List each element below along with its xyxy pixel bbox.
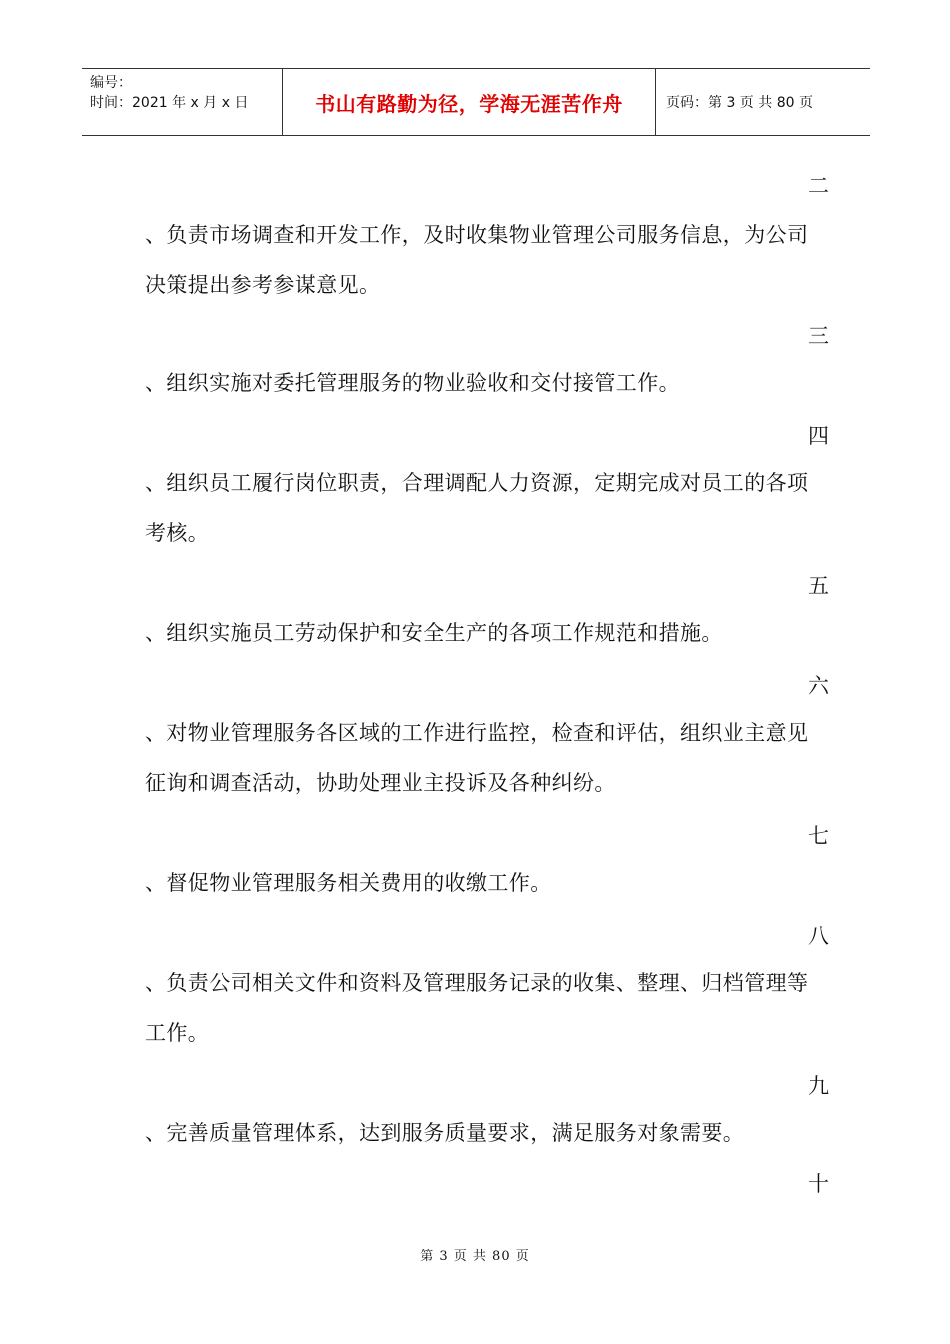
item-text: 、督促物业管理服务相关费用的收缴工作。	[145, 871, 552, 895]
document-number-label: 编号：	[90, 75, 132, 91]
item-number: 六	[808, 674, 829, 698]
item-number: 十	[808, 1172, 829, 1196]
item-number: 八	[808, 924, 829, 948]
page-footer: 第 3 页 共 80 页	[420, 1249, 530, 1264]
item-number: 五	[808, 574, 829, 598]
item-number: 四	[808, 424, 829, 448]
page-header	[82, 68, 870, 136]
item-text: 、组织实施员工劳动保护和安全生产的各项工作规范和措施。	[145, 621, 723, 645]
item-text: 、负责公司相关文件和资料及管理服务记录的收集、整理、归档管理等工作。	[145, 971, 809, 1045]
item-text: 、负责市场调查和开发工作，及时收集物业管理公司服务信息，为公司决策提出参考参谋意见。	[145, 223, 809, 297]
motto-text: 书山有路勤为径，学海无涯苦作舟	[315, 91, 623, 116]
document-date-label: 时间：2021 年 x 月 x 日	[90, 95, 249, 111]
header-meta	[82, 69, 282, 135]
item-text: 、组织员工履行岗位职责，合理调配人力资源，定期完成对员工的各项考核。	[145, 471, 809, 545]
item-text: 、组织实施对委托管理服务的物业验收和交付接管工作。	[145, 371, 680, 395]
item-text: 、对物业管理服务各区域的工作进行监控，检查和评估，组织业主意见征询和调查活动，协助处理业主投诉及各种纠纷。	[145, 721, 809, 795]
header-page-info: 页码：第 3 页 共 80 页	[666, 95, 813, 111]
item-number: 二	[808, 174, 829, 198]
item-number: 七	[808, 824, 829, 848]
header-motto	[282, 69, 656, 135]
item-number: 三	[808, 324, 829, 348]
item-text: 、完善质量管理体系，达到服务质量要求，满足服务对象需要。	[145, 1121, 745, 1145]
item-number: 九	[808, 1074, 829, 1098]
